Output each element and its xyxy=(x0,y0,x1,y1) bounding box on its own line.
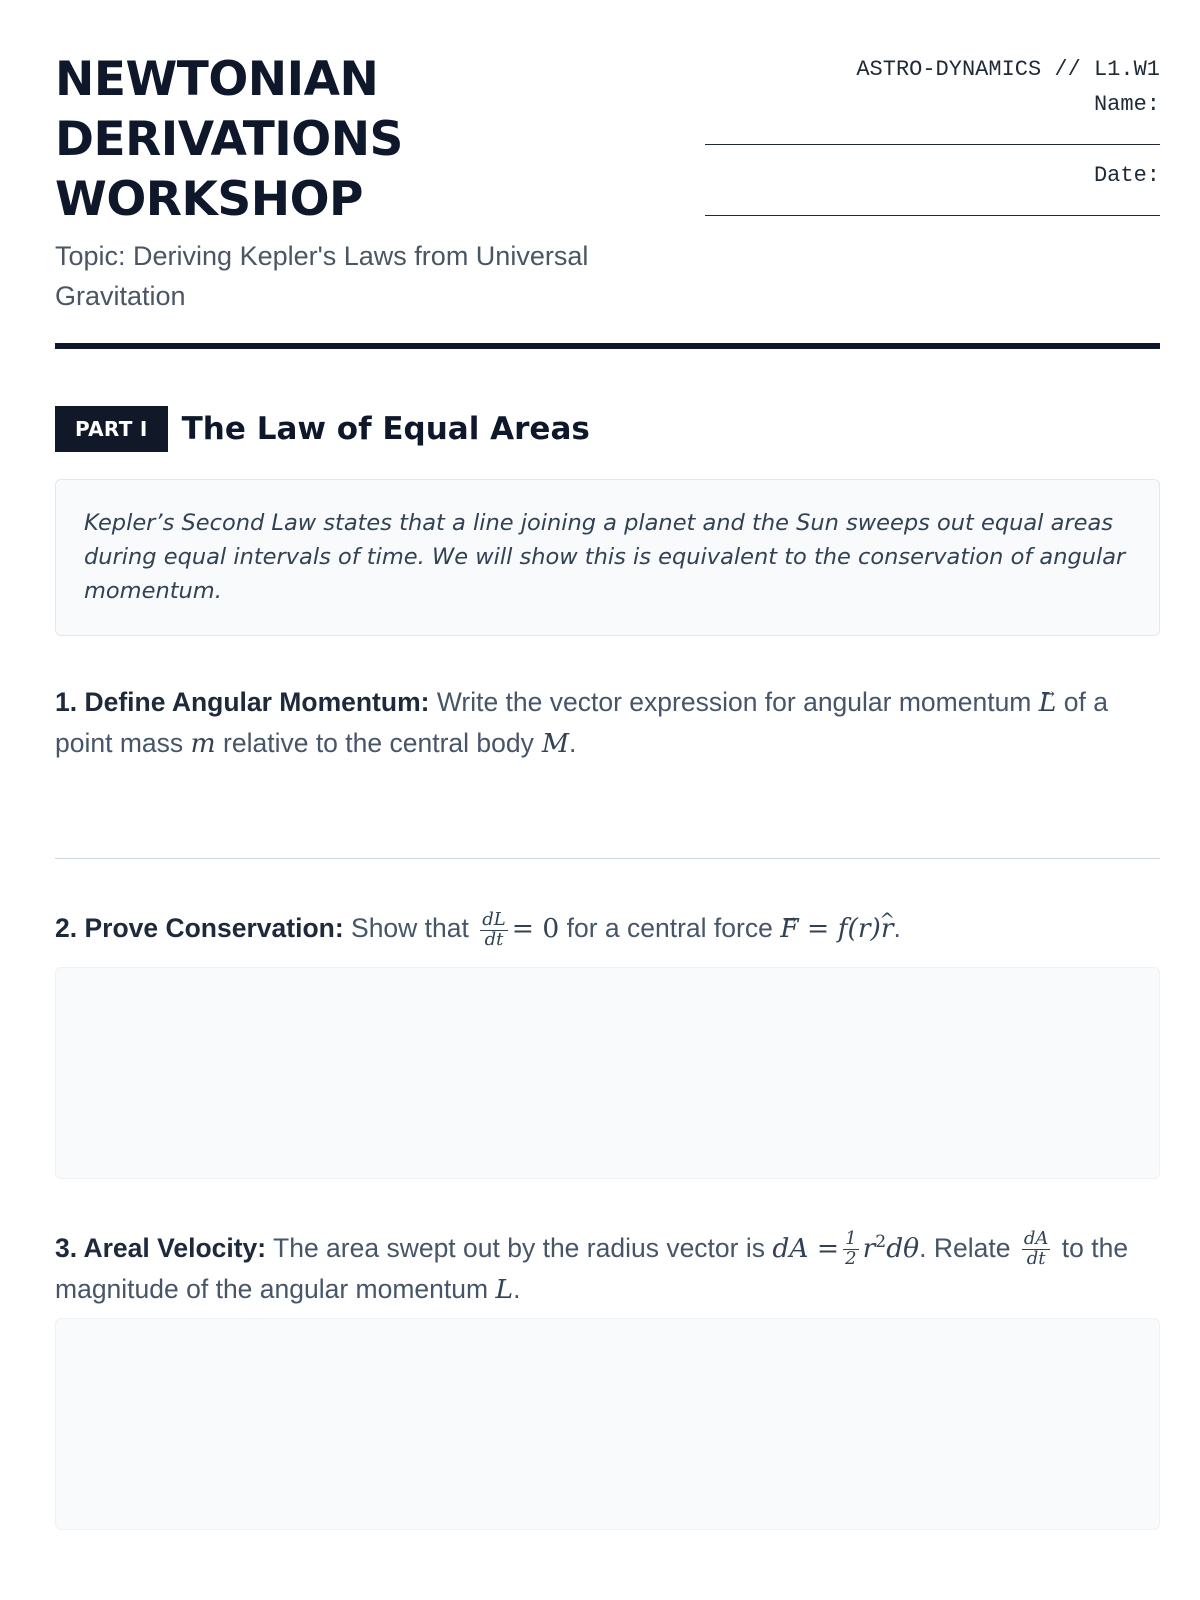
date-label: Date: xyxy=(1093,163,1160,188)
section-title: The Law of Equal Areas xyxy=(181,411,590,447)
question-3 xyxy=(55,1222,1160,1310)
answer-box-3[interactable] xyxy=(55,1318,1160,1530)
math-equals-zero: = 0 xyxy=(511,913,560,944)
answer-line-1[interactable] xyxy=(55,858,1160,859)
intro-callout xyxy=(55,479,1160,636)
math-angular-momentum xyxy=(1039,687,1057,718)
question-punctuation: . xyxy=(569,728,577,758)
math-radius: r xyxy=(862,1232,876,1264)
worksheet-topic: Topic: Deriving Kepler's Laws from Universal Gravitation xyxy=(55,241,589,311)
math-area-element xyxy=(772,1228,920,1270)
math-function: f(r) xyxy=(837,913,881,944)
title-line: WORKSHOP xyxy=(55,172,363,227)
course-code: ASTRO-DYNAMICS // L1.W1 xyxy=(856,57,1160,82)
question-text: The area swept out by the radius vector is xyxy=(273,1232,765,1263)
math-exponent: 2 xyxy=(875,1232,887,1252)
vector-symbol: → L xyxy=(1039,682,1057,723)
question-text: relative to the central body xyxy=(223,728,534,758)
question-text: of a point mass xyxy=(55,687,1108,758)
intro-text: Kepler’s Second Law states that a line joining a planet and the Sun sweeps out equal areas during equal intervals of time. We will show this is equivalent to the conservation of angular momentum. xyxy=(84,510,1126,604)
unit-vector-symbol: ^ r xyxy=(881,908,894,949)
part-badge: PART I xyxy=(55,406,168,452)
math-dL-dt xyxy=(476,908,560,950)
math-dA-dt xyxy=(1018,1228,1055,1270)
date-field[interactable] xyxy=(705,215,1160,216)
question-text: . Relate xyxy=(919,1232,1011,1263)
fraction-numerator: dL xyxy=(482,908,506,930)
title-line: DERIVATIONS xyxy=(55,112,403,167)
fraction-denominator: dt xyxy=(484,928,504,950)
question-text: for a central force xyxy=(566,913,773,943)
question-punctuation: . xyxy=(513,1274,521,1305)
fraction-denominator: dt xyxy=(1026,1248,1046,1270)
question-2 xyxy=(55,908,1160,949)
question-punctuation: . xyxy=(893,913,901,943)
math-operator: = xyxy=(807,913,830,944)
fraction-numerator: 1 xyxy=(845,1228,857,1250)
question-text: Show that xyxy=(351,913,469,943)
math-mass: m xyxy=(190,728,216,759)
worksheet-header xyxy=(55,0,1160,345)
worksheet-title xyxy=(55,50,675,230)
math-angular-momentum-magnitude: L xyxy=(495,1274,514,1306)
vector-symbol: → F xyxy=(780,908,798,949)
question-label: 1. Define Angular Momentum: xyxy=(55,687,430,717)
fraction-denominator: 2 xyxy=(845,1248,857,1270)
question-text: Write the vector expression for angular momentum xyxy=(436,687,1032,717)
question-label: 3. Areal Velocity: xyxy=(55,1232,267,1263)
math-central-mass: M xyxy=(541,728,569,759)
math-central-force xyxy=(780,913,893,944)
name-label: Name: xyxy=(1093,92,1160,117)
answer-box-2[interactable] xyxy=(55,967,1160,1179)
question-label: 2. Prove Conservation: xyxy=(55,913,344,943)
fraction xyxy=(843,1230,858,1269)
student-info-block xyxy=(705,52,1160,230)
header-divider xyxy=(55,343,1160,349)
math-dtheta: dθ xyxy=(886,1232,920,1264)
fraction-numerator: dA xyxy=(1023,1228,1049,1250)
fraction xyxy=(480,908,508,950)
name-field[interactable] xyxy=(705,144,1160,145)
fraction xyxy=(1022,1230,1051,1269)
question-1 xyxy=(55,682,1160,764)
title-line: NEWTONIAN xyxy=(55,52,379,107)
question-text: to the magnitude of the angular momentum xyxy=(55,1232,1129,1305)
math-lhs: dA = xyxy=(772,1232,840,1264)
section-header xyxy=(55,405,590,453)
